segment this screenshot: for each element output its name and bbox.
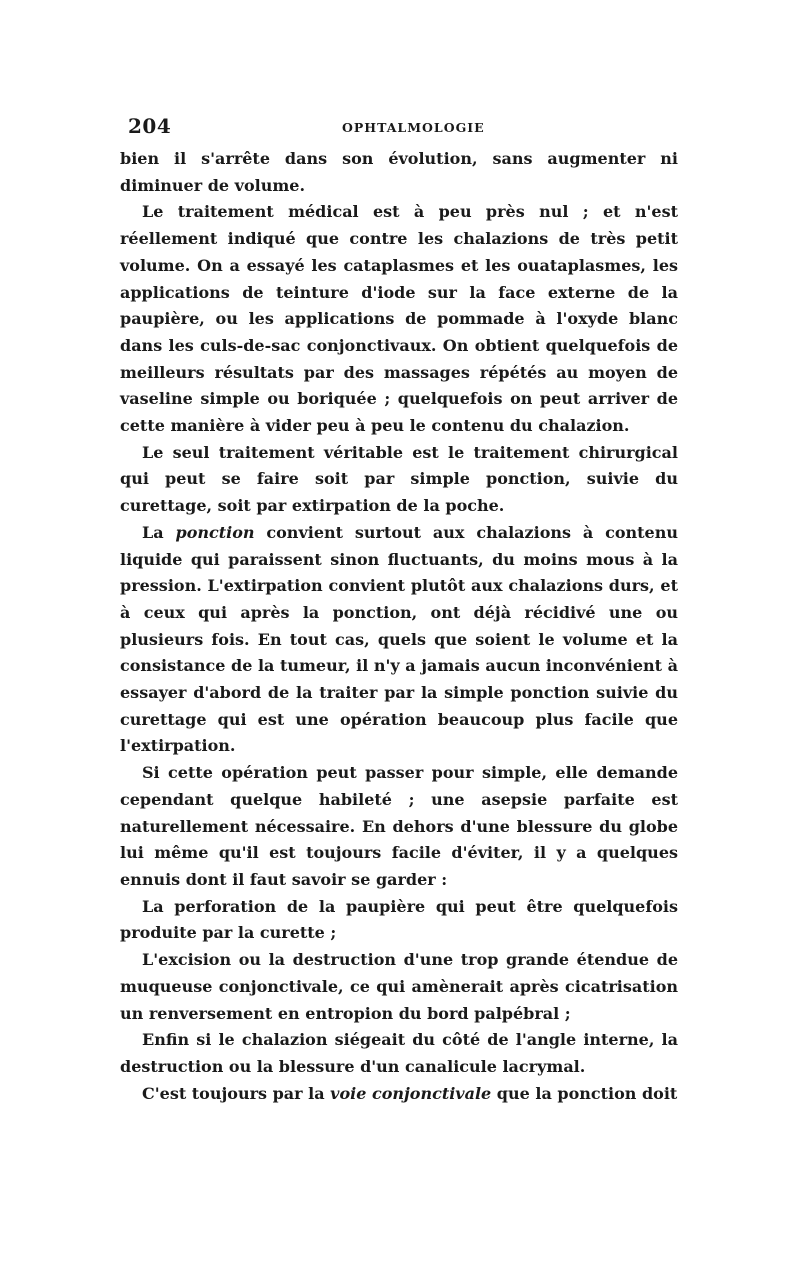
paragraph-medical-treatment: Le traitement médical est à peu près nul ; et n'est réellement indiqué que contre les chalazions de très petit volume. On a essayé les cataplasmes et les ouataplasmes, les applications de teinture d'iode sur la face externe de la paupière, ou les applications de pommade à l'oxyde blanc dans les culs-de-sac conjonctivaux. On obtient quelquefois de meilleurs résultats par des massages répétés au moyen de vaseline simple ou boriquée ; quelquefois on peut arriver de cette manière à vider peu à peu le contenu du chalazion. — [120, 202, 678, 436]
paragraph-canalicule: Enfin si le chalazion siégeait du côté de l'angle interne, la destruction ou la blessure d'un canalicule lacrymal. — [120, 1030, 678, 1076]
italic-term: voie conjonctivale — [330, 1083, 492, 1103]
paragraph-ponction: La ponction convient surtout aux chalazions à contenu liquide qui paraissent sinon fluctuants, du moins mous à la pression. L'extirpation convient plutôt aux chalazions durs, et à ceux qui après la ponction, ont déjà récidivé une ou plusieurs fois. En tout cas, quels que soient le volume et la consistance de la tumeur, il n'y a jamais aucun inconvénient à essayer d'abord de la traiter par la simple ponction suivie du curettage qui est une opération beaucoup plus facile que l'extirpation. — [120, 522, 679, 756]
paragraph-continuation: bien il s'arrête dans son évolution, sans augmenter ni diminuer de volume. — [120, 149, 678, 195]
paragraph-excision: L'excision ou la destruction d'une trop grande étendue de muqueuse conjonctivale, ce qui amènerait après cicatrisation un renversement en entropion du bord palpébral ; — [120, 950, 678, 1023]
page-header — [120, 112, 678, 146]
paragraph-perforation: La perforation de la paupière qui peut être quelquefois produite par la curette ; — [120, 896, 678, 943]
paragraph-surgical-treatment: Le seul traitement véritable est le traitement chirurgical qui peut se faire soit par simple ponction, suivie du curettage, soit par extirpation de la poche. — [120, 442, 678, 516]
running-title: OPHTALMOLOGIE — [342, 120, 485, 135]
page-number: 204 — [128, 114, 172, 138]
body-text — [120, 146, 678, 1107]
paragraph-voie-conjonctivale: C'est toujours par la voie conjonctivale que la ponction doit — [142, 1083, 678, 1103]
paragraph-operation: Si cette opération peut passer pour simple, elle demande cependant quelque habileté ; une asepsie parfaite est naturellement nécessaire. En dehors d'une blessure du globe lui même qu'il est toujours facile d'éviter, il y a quelques ennuis dont il faut savoir se garder : — [120, 763, 678, 889]
book-page — [120, 112, 678, 1107]
italic-term: ponction — [175, 522, 255, 542]
